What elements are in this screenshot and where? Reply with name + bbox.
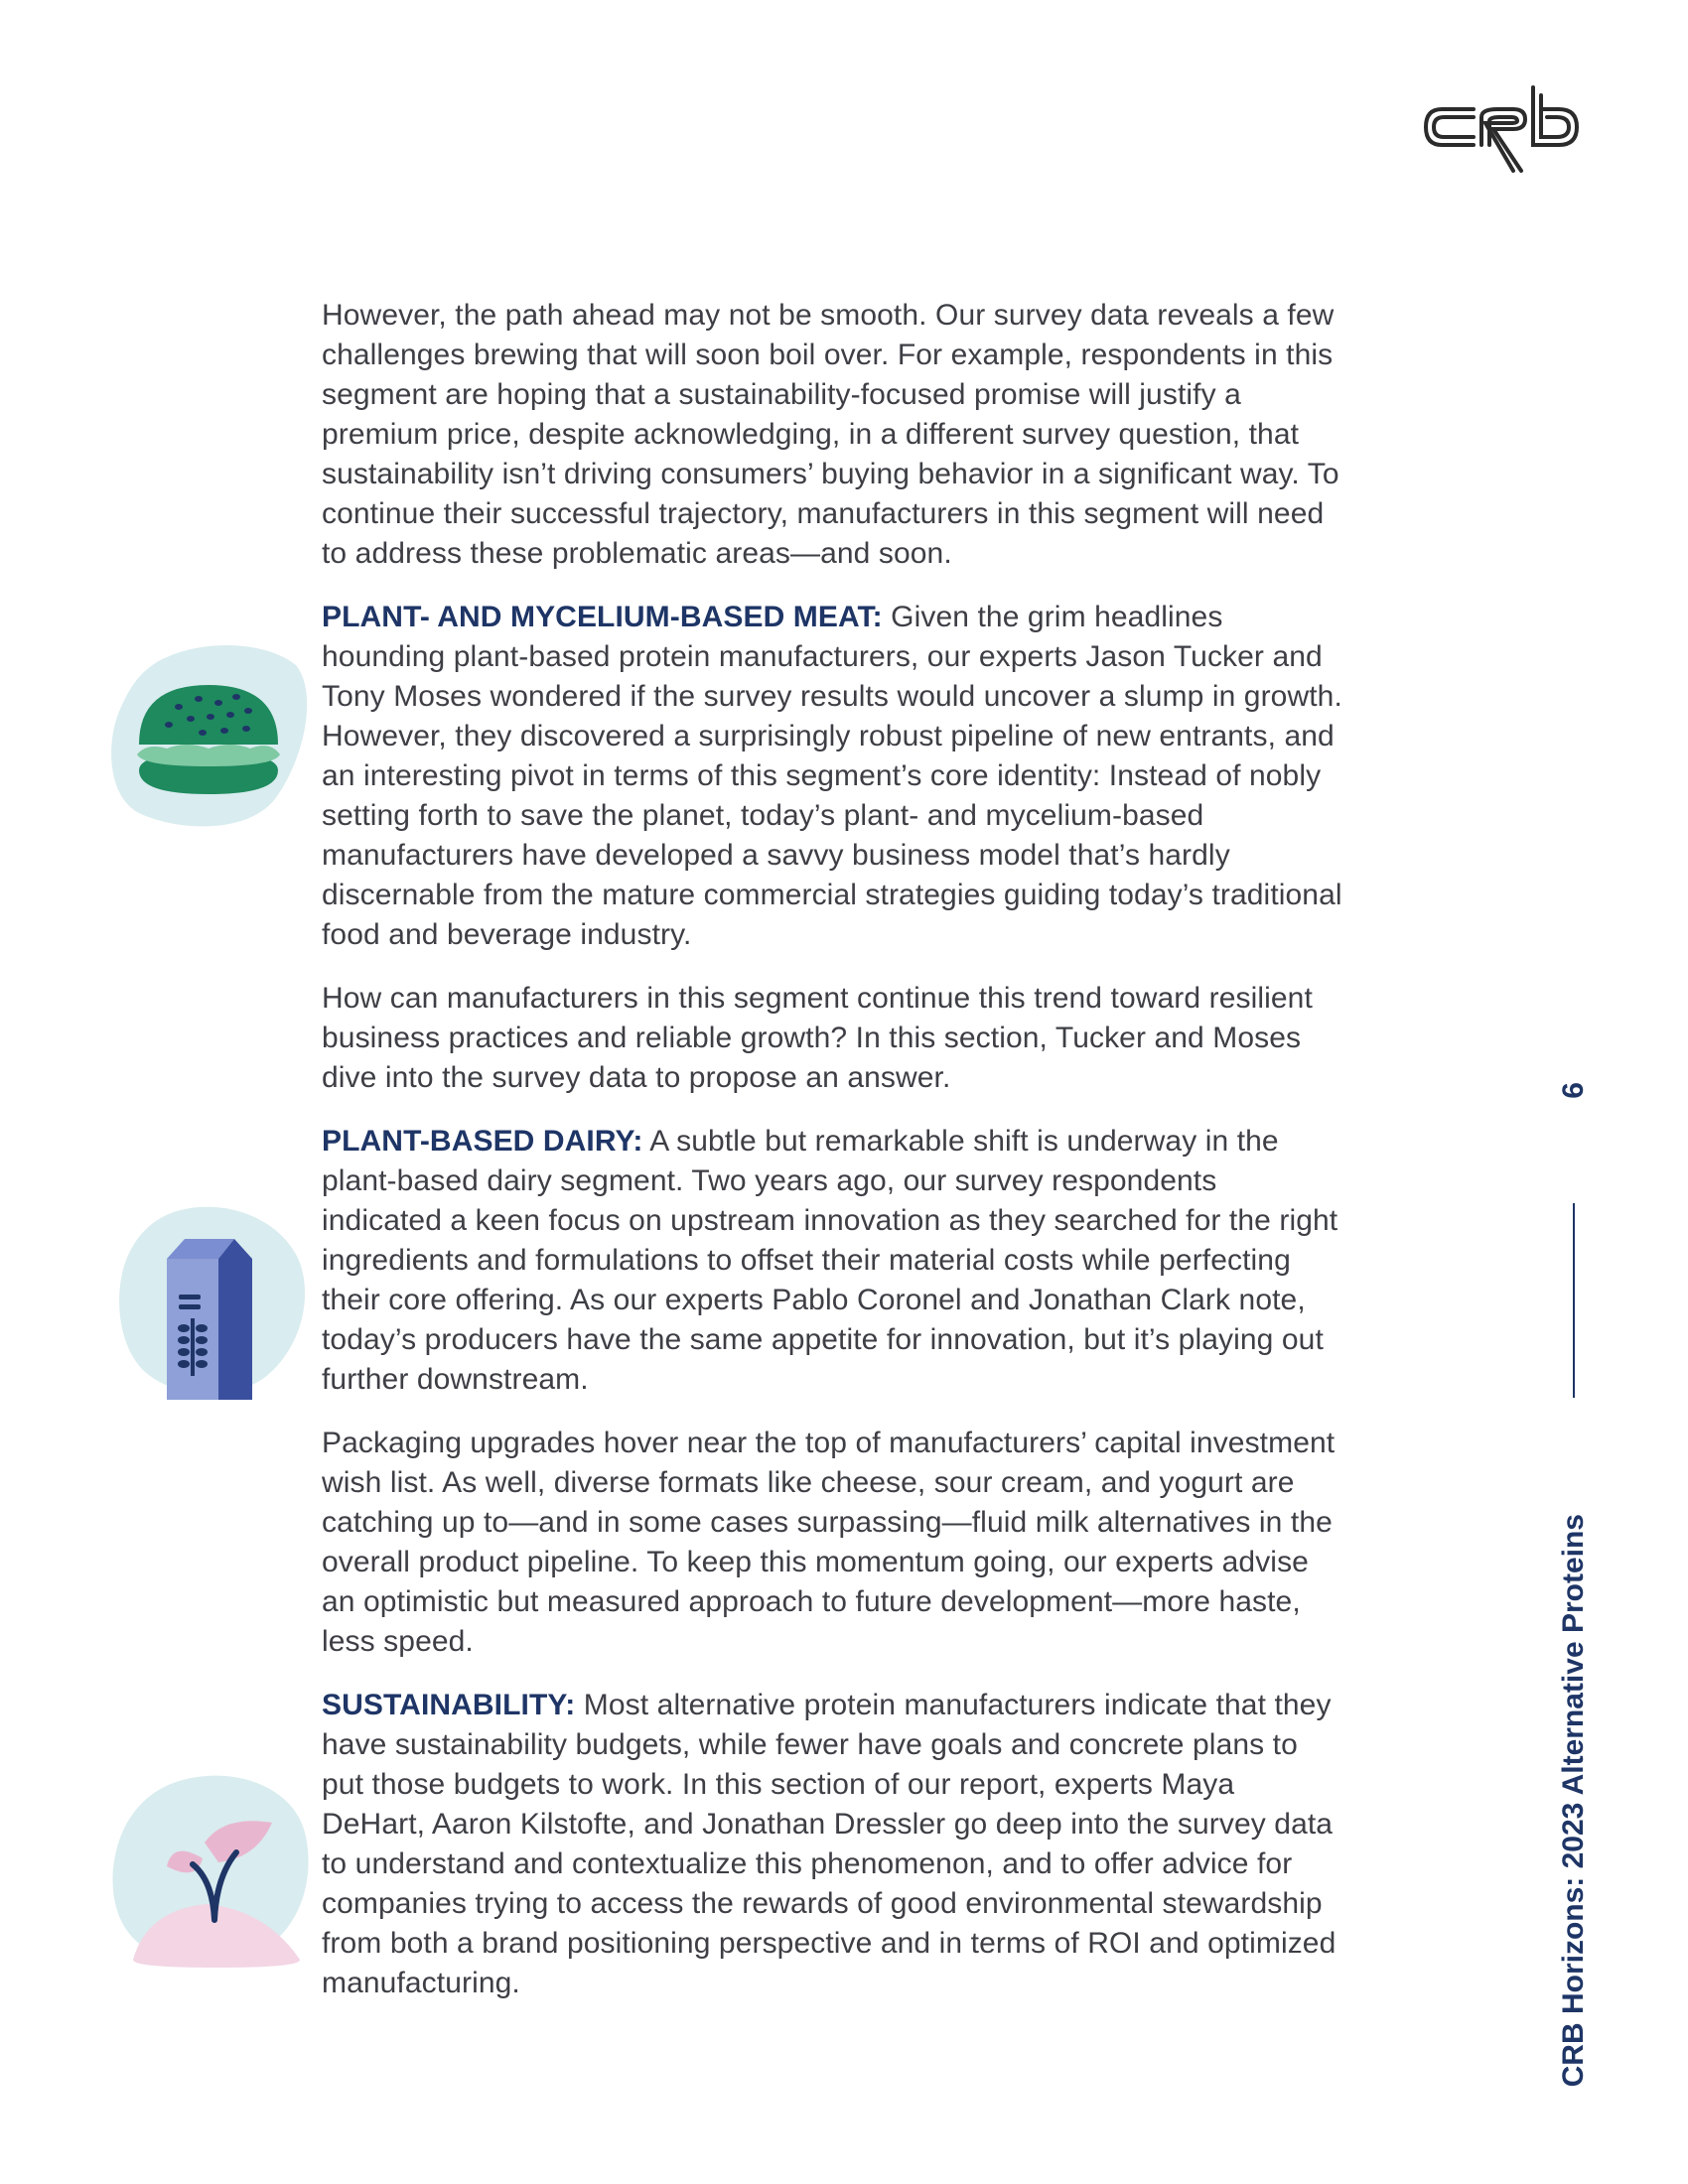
paragraph-dairy-2	[322, 1424, 1344, 1662]
paragraph-dairy	[322, 1122, 1344, 1400]
main-content	[322, 296, 1344, 2027]
page-number: 6	[1557, 1082, 1590, 1099]
milk-carton-icon	[115, 1203, 310, 1400]
paragraph-text: How can manufacturers in this segment continue this trend toward resilient business practices and reliable growth? In this section, Tucker and Moses dive into the survey data to propose an answer.	[322, 982, 1313, 1094]
paragraph-meat-2	[322, 979, 1344, 1098]
sprout-icon	[107, 1771, 316, 1976]
section-heading-meat: PLANT- AND MYCELIUM-BASED MEAT:	[322, 601, 883, 633]
sidebar	[1554, 1082, 1594, 2087]
burger-icon	[107, 645, 310, 830]
paragraph-text: Given the grim headlines hounding plant-based protein manufacturers, our experts Jason Tucker and Tony Moses wondered if the survey results would uncover a slump in growth. However, they discovered a surprisingly robust pipeline of new entrants, and an interesting pivot in terms of this segment’s core identity: Instead of nobly setting forth to save the planet, today’s plant- and mycelium-based manufacturers have developed a savvy business model that’s hardly discernable from the mature commercial strategies guiding today’s traditional food and beverage industry.	[322, 601, 1342, 951]
section-heading-dairy: PLANT-BASED DAIRY:	[322, 1125, 643, 1158]
paragraph-text: Packaging upgrades hover near the top of manufacturers’ capital investment wish list. As well, diverse formats like cheese, sour cream, and yogurt are catching up to—and in some cases surpassing—fluid milk alternatives in the overall product pipeline. To keep this momentum going, our experts advise an optimistic but measured approach to future development—more haste, less speed.	[322, 1427, 1336, 1658]
sidebar-divider	[1573, 1203, 1575, 1398]
section-heading-sustainability: SUSTAINABILITY:	[322, 1689, 576, 1721]
crb-logo	[1422, 79, 1583, 179]
paragraph-text: Most alternative protein manufacturers indicate that they have sustainability budgets, while fewer have goals and concrete plans to put those budgets to work. In this section of our report, experts Maya DeHart, Aaron Kilstofte, and Jonathan Dressler go deep into the survey data to understand and contextualize this phenomenon, and to offer advice for companies trying to access the rewards of good environmental stewardship from both a brand positioning perspective and in terms of ROI and optimized manufacturing.	[322, 1689, 1336, 1999]
paragraph-text: However, the path ahead may not be smooth. Our survey data reveals a few challenges brewing that will soon boil over. For example, respondents in this segment are hoping that a sustainability-focused promise will justify a premium price, despite acknowledging, in a different survey question, that sustainability isn’t driving consumers’ buying behavior in a significant way. To continue their successful trajectory, manufacturers in this segment will need to address these problematic areas—and soon.	[322, 299, 1339, 570]
paragraph-intro	[322, 296, 1344, 574]
paragraph-sustainability	[322, 1686, 1344, 2003]
report-title: CRB Horizons: 2023 Alternative Proteins	[1557, 1513, 1590, 2087]
paragraph-text: A subtle but remarkable shift is underway in the plant-based dairy segment. Two years ago, our survey respondents indicated a keen focus on upstream innovation as they searched for the right ingredients and formulations to offset their material costs while perfecting their core offering. As our experts Pablo Coronel and Jonathan Clark note, today’s producers have the same appetite for innovation, but it’s playing out further downstream.	[322, 1125, 1338, 1396]
paragraph-meat	[322, 598, 1344, 955]
